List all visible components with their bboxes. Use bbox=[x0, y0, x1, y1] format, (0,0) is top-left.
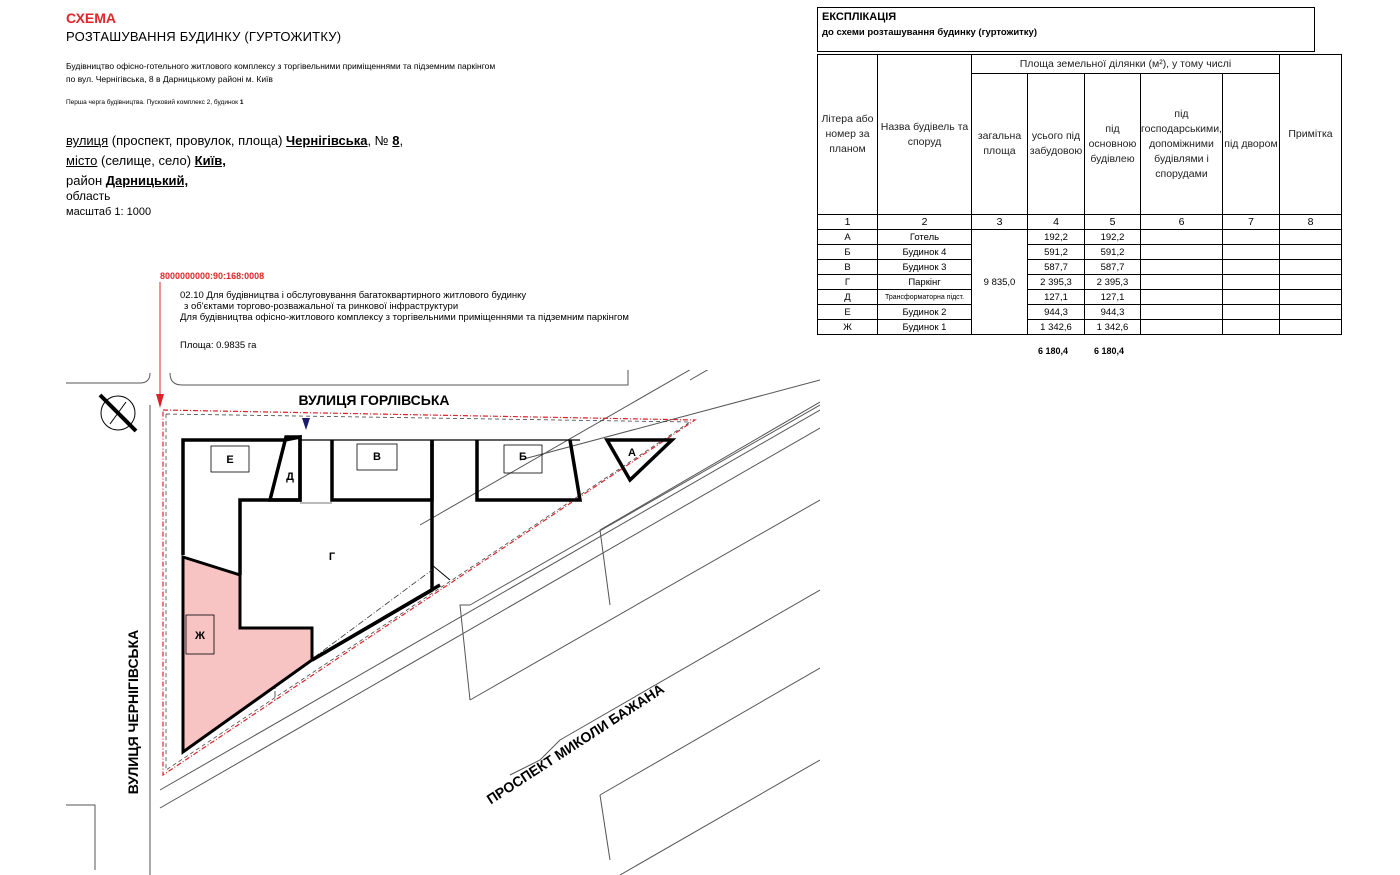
cadastral-number: 8000000000:90:168:0008 bbox=[160, 271, 265, 281]
island-3 bbox=[600, 795, 610, 860]
row-built: 591,2 bbox=[1028, 245, 1085, 260]
road-line-4 bbox=[470, 500, 820, 700]
entry-arrow-icon bbox=[302, 418, 310, 430]
scale-label: масштаб 1: 1000 bbox=[66, 206, 152, 218]
stage-text: Перша черга будівництва. Пусковий комплекс 2, будинок bbox=[66, 99, 240, 106]
row-name: Будинок 4 bbox=[878, 245, 972, 260]
row-note bbox=[1279, 260, 1341, 275]
scheme-title: СХЕМА bbox=[66, 10, 117, 26]
row-built: 944,3 bbox=[1028, 305, 1085, 320]
row-household bbox=[1141, 290, 1223, 305]
row-yard bbox=[1222, 290, 1279, 305]
col-number: 4 bbox=[1028, 215, 1085, 230]
label-d: Д bbox=[286, 471, 294, 483]
street-lines bbox=[66, 295, 820, 875]
row-letter: Б bbox=[818, 245, 878, 260]
building-zh-highlight bbox=[183, 557, 312, 752]
row-household bbox=[1141, 260, 1223, 275]
row-letter: А bbox=[818, 230, 878, 245]
district-prefix: район bbox=[66, 173, 106, 188]
row-name: Паркінг bbox=[878, 275, 972, 290]
road-line-8 bbox=[420, 295, 820, 525]
column-number-row bbox=[818, 215, 1342, 230]
address-region: область bbox=[66, 189, 111, 203]
row-yard bbox=[1222, 275, 1279, 290]
building-d bbox=[270, 437, 300, 500]
row-note bbox=[1279, 275, 1341, 290]
district-name: Дарницький, bbox=[105, 173, 189, 188]
total-area-cell: 9 835,0 bbox=[972, 230, 1028, 335]
col-main-header: під основною будівлею bbox=[1085, 74, 1141, 215]
row-built: 1 342,6 bbox=[1028, 320, 1085, 335]
row-yard bbox=[1222, 320, 1279, 335]
row-note bbox=[1279, 230, 1341, 245]
table-row bbox=[818, 275, 1342, 290]
road-line-9 bbox=[690, 305, 820, 380]
row-letter: Д bbox=[818, 290, 878, 305]
no-entry-sign-icon bbox=[100, 395, 136, 431]
road-line-6 bbox=[600, 668, 820, 795]
building-a bbox=[607, 440, 672, 480]
road-line-3 bbox=[470, 405, 820, 605]
street-types: (проспект, провулок, площа) bbox=[108, 133, 287, 148]
label-a: А bbox=[628, 447, 636, 459]
label-zh: Ж bbox=[195, 630, 205, 642]
building-g-left bbox=[240, 500, 270, 575]
road-edge-top-left bbox=[66, 373, 150, 383]
city-types: (селище, село) bbox=[97, 153, 195, 168]
building-labels bbox=[194, 447, 636, 642]
description-line-2: по вул. Чернігівська, 8 в Дарницькому районі м. Київ bbox=[66, 74, 273, 84]
island-1 bbox=[600, 402, 820, 605]
road-edge-top bbox=[170, 367, 628, 385]
row-main: 587,7 bbox=[1085, 260, 1141, 275]
row-yard bbox=[1222, 260, 1279, 275]
explication-title: ЕКСПЛІКАЦІЯ bbox=[822, 11, 897, 23]
col-number: 6 bbox=[1141, 215, 1223, 230]
table-row bbox=[818, 305, 1342, 320]
street-horlivska-label: ВУЛИЦЯ ГОРЛІВСЬКА bbox=[298, 392, 450, 408]
row-built: 127,1 bbox=[1028, 290, 1085, 305]
city-name: Київ, bbox=[194, 153, 226, 168]
row-name: Будинок 2 bbox=[878, 305, 972, 320]
purpose-line-3: Для будівництва офісно-житлового комплексу з торгівельними приміщеннями та підземним паркінгом bbox=[180, 312, 629, 323]
row-built: 2 395,3 bbox=[1028, 275, 1085, 290]
label-e: Е bbox=[226, 454, 234, 466]
purpose-line-1: 02.10 Для будівництва і обслуговування багатоквартирного житлового будинку bbox=[180, 290, 527, 301]
row-built: 192,2 bbox=[1028, 230, 1085, 245]
col-number: 5 bbox=[1085, 215, 1141, 230]
col-yard-header: під двором bbox=[1222, 74, 1279, 215]
label-g: Г bbox=[328, 551, 336, 563]
row-name: Будинок 1 bbox=[878, 320, 972, 335]
row-built: 587,7 bbox=[1028, 260, 1085, 275]
row-main: 127,1 bbox=[1085, 290, 1141, 305]
row-letter: Е bbox=[818, 305, 878, 320]
row-main: 944,3 bbox=[1085, 305, 1141, 320]
row-name: Будинок 3 bbox=[878, 260, 972, 275]
col-number: 2 bbox=[878, 215, 972, 230]
street-name: Чернігівська bbox=[286, 133, 368, 148]
plot-area: Площа: 0.9835 га bbox=[180, 340, 257, 351]
row-household bbox=[1141, 275, 1223, 290]
col-household-header: під господарськими, допоміжними будівлями і спорудами bbox=[1141, 74, 1223, 215]
avenue-bazhana-label: ПРОСПЕКТ МИКОЛИ БАЖАНА bbox=[483, 680, 667, 808]
col-number: 7 bbox=[1222, 215, 1279, 230]
row-note bbox=[1279, 305, 1341, 320]
row-letter: Ж bbox=[818, 320, 878, 335]
label-v: В bbox=[373, 451, 381, 463]
building-b bbox=[477, 440, 580, 500]
explication-subtitle: до схеми розташування будинку (гуртожитку) bbox=[822, 27, 1038, 38]
purpose-line-2: з об'єктами торгово-розважальної та ринкової інфраструктури bbox=[184, 301, 459, 312]
row-yard bbox=[1222, 245, 1279, 260]
sum-main: 6 180,4 bbox=[1094, 346, 1125, 356]
street-chernihivska-label: ВУЛИЦЯ ЧЕРНІГІВСЬКА bbox=[125, 629, 141, 795]
row-note bbox=[1279, 245, 1341, 260]
description-line-1: Будівництво офісно-готельного житлового комплексу з торгівельними приміщеннями та підземним паркінгом bbox=[66, 61, 496, 71]
explication-table bbox=[817, 54, 1342, 335]
row-household bbox=[1141, 305, 1223, 320]
col-number: 1 bbox=[818, 215, 878, 230]
address-street: вулиця (проспект, провулок, площа) Чернігівська, № 8, bbox=[66, 133, 404, 148]
table-row bbox=[818, 245, 1342, 260]
row-main: 192,2 bbox=[1085, 230, 1141, 245]
island-2 bbox=[460, 605, 470, 700]
road-line-5 bbox=[560, 590, 820, 740]
building-g-diag bbox=[312, 585, 440, 660]
road-line-7 bbox=[620, 760, 820, 875]
row-name: Трансформаторна підст. bbox=[878, 290, 972, 305]
col-built-header: усього під забудовою bbox=[1028, 74, 1085, 215]
number-label: , № bbox=[367, 133, 393, 148]
table-row bbox=[818, 320, 1342, 335]
cadastral-marker-icon bbox=[156, 282, 164, 408]
col-name-header: Назва будівель та споруд bbox=[878, 55, 972, 215]
marker-line bbox=[432, 565, 450, 580]
col-letter-header: Літера або номер за планом bbox=[818, 55, 878, 215]
row-name: Готель bbox=[878, 230, 972, 245]
row-yard bbox=[1222, 305, 1279, 320]
col-note-header: Примітка bbox=[1279, 55, 1341, 215]
table-row bbox=[818, 290, 1342, 305]
row-note bbox=[1279, 290, 1341, 305]
scheme-subtitle: РОЗТАШУВАННЯ БУДИНКУ (ГУРТОЖИТКУ) bbox=[66, 29, 342, 44]
col-total-header: загальна площа bbox=[972, 74, 1028, 215]
explication-header bbox=[817, 7, 1315, 52]
stage-building-number: 1 bbox=[239, 99, 244, 106]
row-main: 1 342,6 bbox=[1085, 320, 1141, 335]
city-prefix: місто bbox=[66, 153, 98, 168]
row-household bbox=[1141, 245, 1223, 260]
col-area-group-header: Площа земельної ділянки (м²), у тому числі bbox=[972, 55, 1280, 74]
row-note bbox=[1279, 320, 1341, 335]
row-letter: В bbox=[818, 260, 878, 275]
row-main: 2 395,3 bbox=[1085, 275, 1141, 290]
col-number: 8 bbox=[1279, 215, 1341, 230]
sum-built: 6 180,4 bbox=[1038, 346, 1069, 356]
table-row bbox=[818, 260, 1342, 275]
row-main: 591,2 bbox=[1085, 245, 1141, 260]
road-edge-left-bottom bbox=[66, 805, 95, 870]
label-b: Б bbox=[519, 451, 527, 463]
col-number: 3 bbox=[972, 215, 1028, 230]
row-letter: Г bbox=[818, 275, 878, 290]
table-row bbox=[818, 230, 1342, 245]
road-line-1 bbox=[160, 410, 820, 790]
building-g-right bbox=[312, 440, 432, 660]
row-household bbox=[1141, 230, 1223, 245]
house-number: 8 bbox=[392, 133, 400, 148]
street-prefix: вулиця bbox=[66, 133, 109, 148]
row-household bbox=[1141, 320, 1223, 335]
row-yard bbox=[1222, 230, 1279, 245]
